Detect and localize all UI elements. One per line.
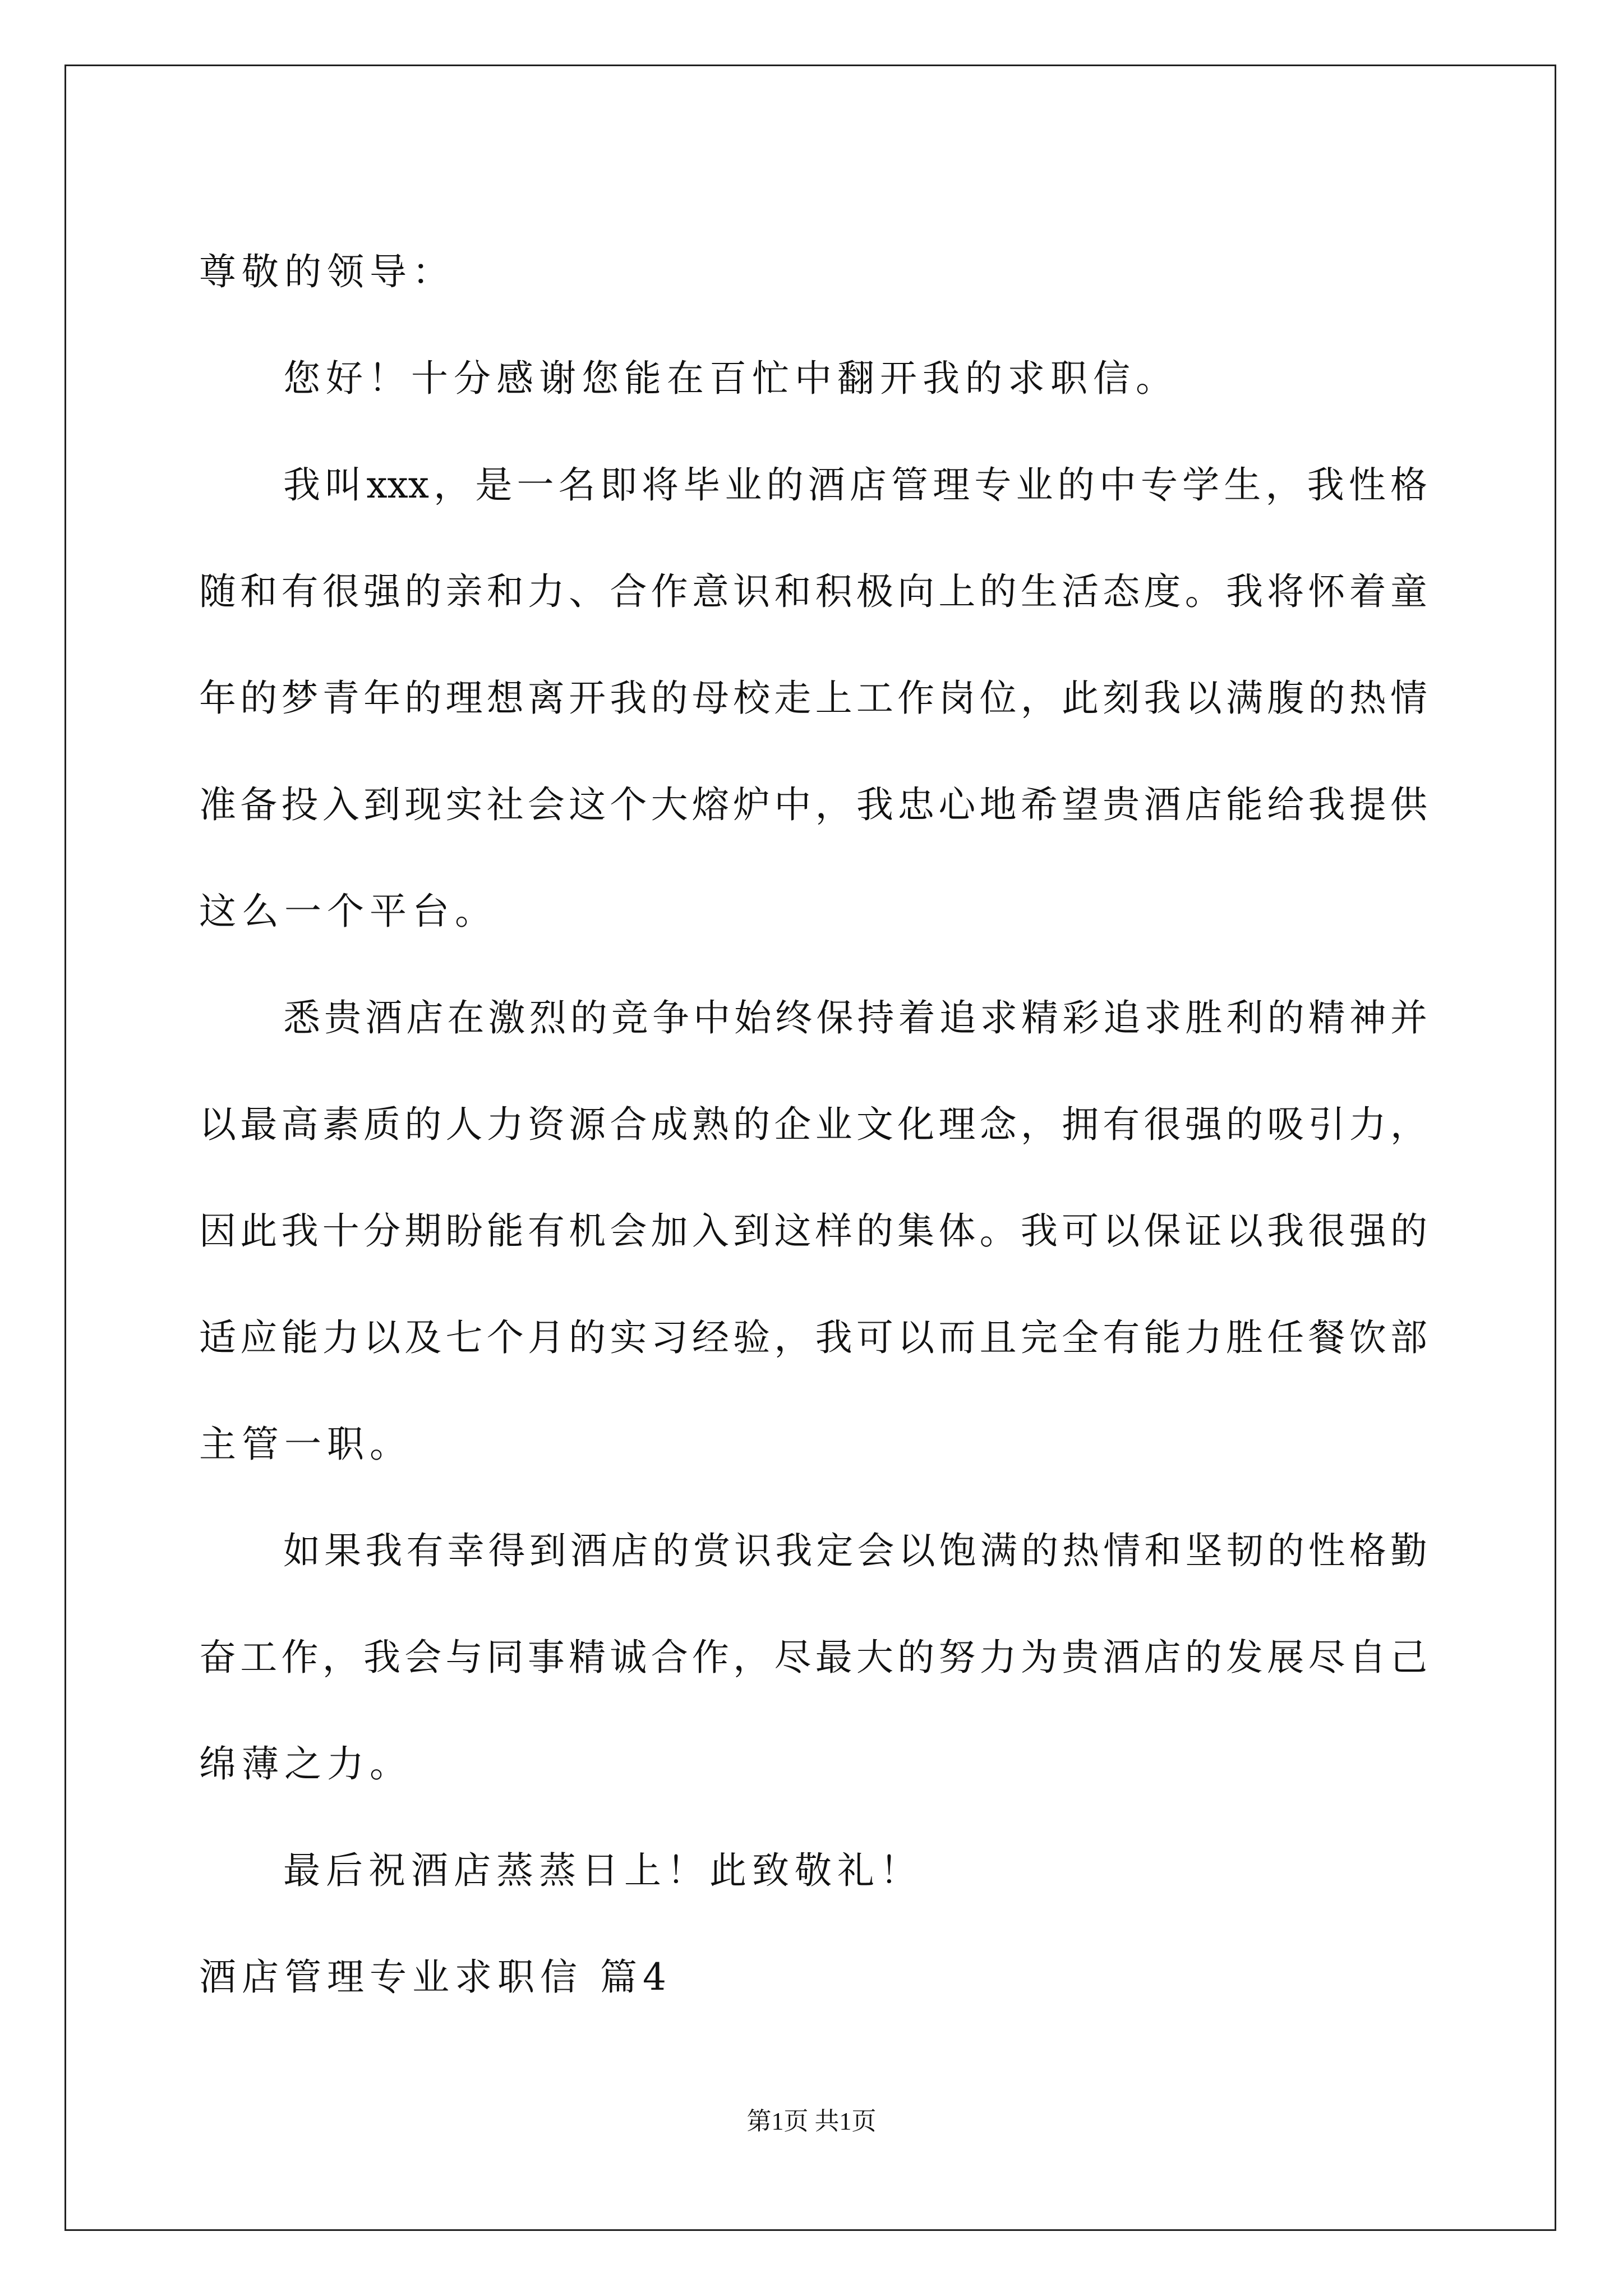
paragraph-line: 您好！十分感谢您能在百忙中翻开我的求职信。 — [283, 357, 1178, 400]
closing-line: 最后祝酒店蒸蒸日上！此致敬礼！ — [283, 1849, 923, 1892]
paragraph-line: 准备投入到现实社会这个大熔炉中，我忠心地希望贵酒店能给我提供 — [199, 783, 1427, 826]
paragraph-line: 因此我十分期盼能有机会加入到这样的集体。我可以保证以我很强的 — [199, 1209, 1427, 1253]
paragraph-line: 我叫xxx，是一名即将毕业的酒店管理专业的中专学生，我性格 — [283, 463, 1427, 507]
paragraph-line: 绵薄之力。 — [199, 1742, 412, 1786]
paragraph-line: 奋工作，我会与同事精诚合作，尽最大的努力为贵酒店的发展尽自己 — [199, 1636, 1427, 1679]
paragraph-line: 如果我有幸得到酒店的赏识我定会以饱满的热情和坚韧的性格勤 — [283, 1529, 1427, 1572]
paragraph-line: 年的梦青年的理想离开我的母校走上工作岗位，此刻我以满腹的热情 — [199, 677, 1427, 720]
paragraph-line: 以最高素质的人力资源合成熟的企业文化理念，拥有很强的吸引力， — [199, 1103, 1427, 1146]
paragraph-line: 这么一个平台。 — [199, 890, 497, 933]
letter-body — [199, 219, 1427, 2031]
section-heading: 酒店管理专业求职信 篇4 — [199, 1955, 672, 1999]
paragraph-line: 主管一职。 — [199, 1423, 412, 1466]
page-footer: 第1页 共1页 — [746, 2108, 877, 2135]
paragraph-line: 适应能力以及七个月的实习经验，我可以而且完全有能力胜任餐饮部 — [199, 1316, 1427, 1359]
salutation: 尊敬的领导： — [199, 250, 455, 293]
paragraph-line: 悉贵酒店在激烈的竞争中始终保持着追求精彩追求胜利的精神并 — [283, 996, 1427, 1039]
paragraph-line: 随和有很强的亲和力、合作意识和积极向上的生活态度。我将怀着童 — [199, 570, 1427, 613]
